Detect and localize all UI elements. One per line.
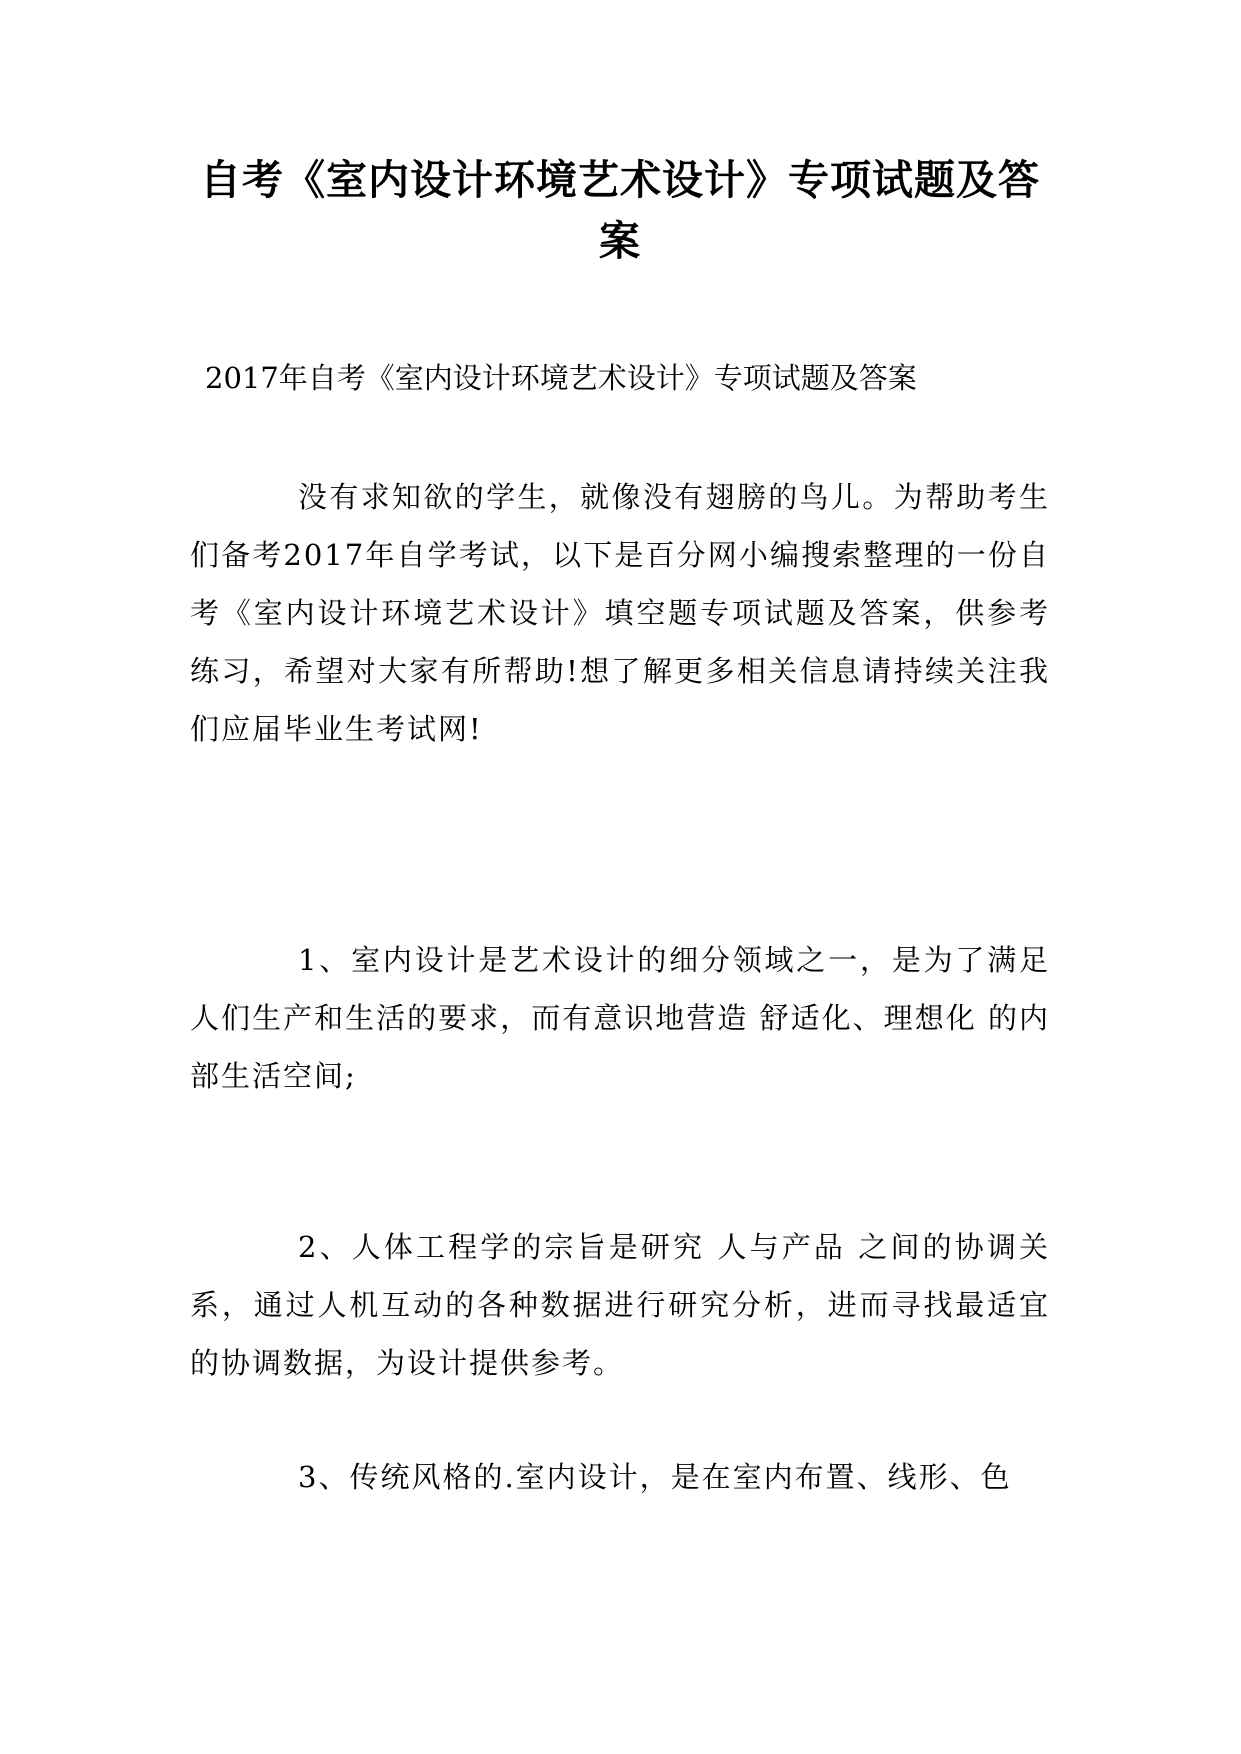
question-paragraph-3: 3、传统风格的.室内设计，是在室内布置、线形、色 [298, 1460, 1012, 1494]
question-paragraph-2: 2、人体工程学的宗旨是研究 人与产品 之间的协调关系，通过人机互动的各种数据进行研究分析，进而寻找最适宜的协调数据，为设计提供参考。 [190, 1230, 1050, 1380]
document-subtitle: 2017年自考《室内设计环境艺术设计》专项试题及答案 [205, 361, 917, 395]
document-title: 自考《室内设计环境艺术设计》专项试题及答案 [200, 156, 1040, 265]
intro-paragraph: 没有求知欲的学生，就像没有翅膀的鸟儿。为帮助考生们备考2017年自学考试，以下是百分网小编搜索整理的一份自考《室内设计环境艺术设计》填空题专项试题及答案，供参考练习，希望对大家有所帮助!想了解更多相关信息请持续关注我们应届毕业生考试网! [190, 480, 1050, 746]
question-paragraph-1: 1、室内设计是艺术设计的细分领域之一，是为了满足人们生产和生活的要求，而有意识地营造 舒适化、理想化 的内部生活空间; [190, 943, 1050, 1093]
